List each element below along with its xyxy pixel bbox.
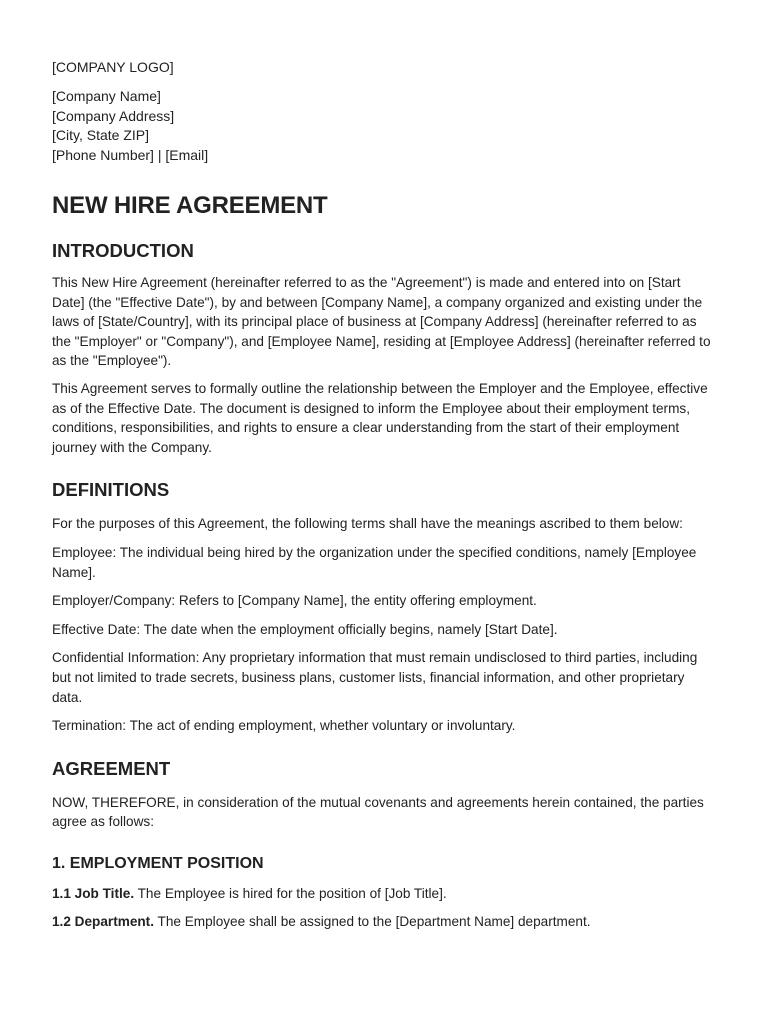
- company-logo-placeholder: [COMPANY LOGO]: [52, 59, 174, 75]
- clause-label: 1.2 Department.: [52, 914, 154, 930]
- clause-text: The Employee shall be assigned to the [Department Name] department.: [154, 914, 591, 930]
- document-title: NEW HIRE AGREEMENT: [52, 192, 328, 219]
- definition-item: Confidential Information: Any proprietary information that must remain undisclosed to third parties, including but not limited to trade secrets, business plans, customer lists, financial information, and other proprietary data.: [52, 650, 698, 705]
- definition-item: Employee: The individual being hired by the organization under the specified conditions, namely [Employee Name].: [52, 544, 697, 580]
- definitions-intro: For the purposes of this Agreement, the following terms shall have the meanings ascribed to them below:: [52, 516, 683, 532]
- phone-email: [Phone Number] | [Email]: [52, 146, 209, 163]
- definition-item: Effective Date: The date when the employment officially begins, namely [Start Date].: [52, 621, 558, 637]
- city-state-zip: [City, State ZIP]: [52, 127, 149, 143]
- clause-department: [52, 912, 712, 932]
- document-page: [52, 58, 712, 932]
- employment-position-heading: 1. EMPLOYMENT POSITION: [52, 854, 264, 872]
- company-address-block: [52, 87, 712, 165]
- agreement-heading: AGREEMENT: [52, 757, 171, 779]
- introduction-paragraph: This Agreement serves to formally outline the relationship between the Employer and the Employee, effective as of the Effective Date. The document is designed to inform the Employee about their employment terms, conditions, responsibilities, and rights to ensure a clear understanding from the start of their employment journey with the Company.: [52, 380, 708, 455]
- clause-text: The Employee is hired for the position of [Job Title].: [134, 885, 447, 901]
- clause-label: 1.1 Job Title.: [52, 885, 135, 901]
- definition-item: Termination: The act of ending employment, whether voluntary or involuntary.: [52, 718, 516, 734]
- agreement-text: NOW, THEREFORE, in consideration of the mutual covenants and agreements herein contained, the parties agree as follows:: [52, 794, 704, 830]
- company-address: [Company Address]: [52, 107, 175, 124]
- clause-job-title: [52, 884, 712, 904]
- company-name: [Company Name]: [52, 88, 161, 104]
- introduction-heading: INTRODUCTION: [52, 240, 194, 261]
- definitions-heading: DEFINITIONS: [52, 479, 170, 501]
- introduction-paragraph: This New Hire Agreement (hereinafter referred to as the "Agreement") is made and entered into on [Start Date] (the "Effective Date"), by and between [Company Name], a company organized and existing under the laws of [State/Country], with its principal place of business at [Company Address] (hereinafter referred to as the "Employer" or "Company"), and [Employee Name], residing at [Employee Address] (hereinafter referred to as the "Employee").: [52, 275, 711, 369]
- definition-item: Employer/Company: Refers to [Company Name], the entity offering employment.: [52, 593, 537, 609]
